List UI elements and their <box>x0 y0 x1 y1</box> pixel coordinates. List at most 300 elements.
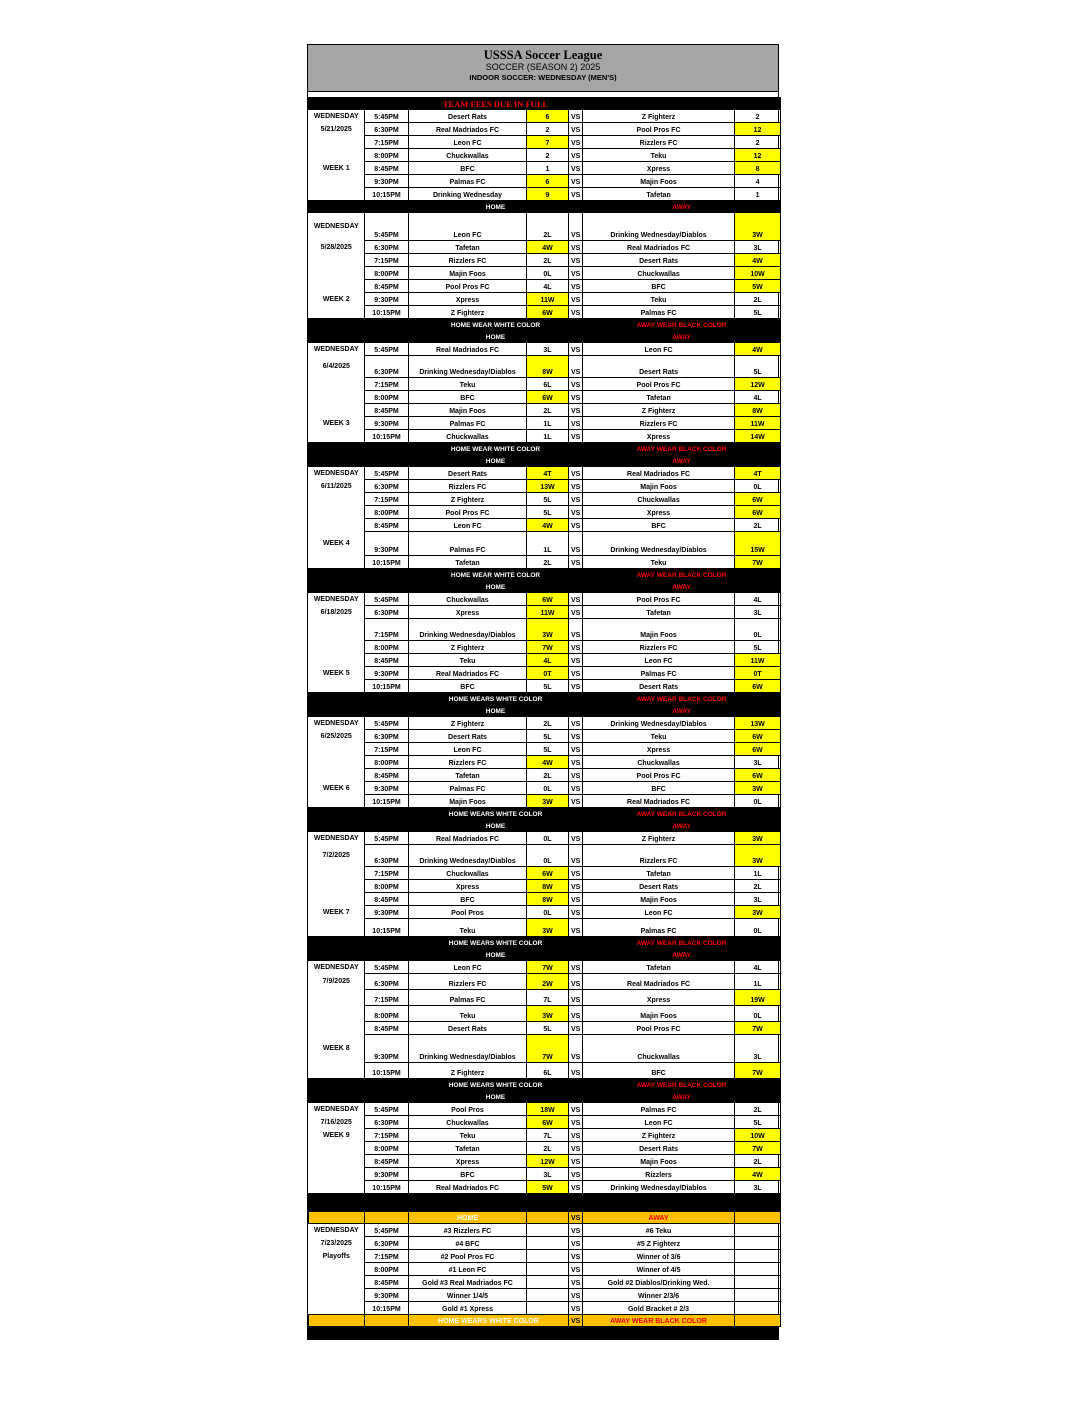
home-team: Z Fighterz <box>409 493 527 506</box>
game-time: 7:15PM <box>365 1129 409 1142</box>
banner-row <box>309 569 781 581</box>
game-time: 9:30PM <box>365 667 409 680</box>
home-team: Chuckwallas <box>409 593 527 606</box>
vs-label: VS <box>569 1212 583 1224</box>
away-score: 3W <box>735 213 781 241</box>
game-row <box>309 1142 781 1155</box>
game-row <box>309 906 781 919</box>
away-team: Pool Pros FC <box>583 123 735 136</box>
home-team: Z Fighterz <box>409 641 527 654</box>
game-row <box>309 280 781 293</box>
banner-row <box>309 1194 781 1212</box>
away-team: Rizzlers <box>583 1168 735 1181</box>
game-time: 8:00PM <box>365 641 409 654</box>
game-row <box>309 556 781 569</box>
home-team: Leon FC <box>409 519 527 532</box>
home-team: Pool Pros <box>409 1103 527 1116</box>
day-cell <box>309 430 365 443</box>
away-score: 3L <box>735 1181 781 1194</box>
home-score: 7W <box>527 961 569 974</box>
blank-cell <box>309 1194 781 1212</box>
away-score: 12 <box>735 149 781 162</box>
game-time: 7:15PM <box>365 990 409 1006</box>
game-row <box>309 430 781 443</box>
home-team: Chuckwallas <box>409 149 527 162</box>
home-team: Drinking Wednesday <box>409 188 527 201</box>
home-score: 6W <box>527 391 569 404</box>
home-team: Leon FC <box>409 136 527 149</box>
away-team: #5 Z Fighterz <box>583 1237 735 1250</box>
away-wear-note: AWAY WEAR BLACK COLOR <box>583 937 781 949</box>
vs-label: VS <box>569 519 583 532</box>
home-team: Pool Pros FC <box>409 280 527 293</box>
game-time: 5:45PM <box>365 343 409 356</box>
away-team: Leon FC <box>583 343 735 356</box>
home-team: #4 BFC <box>409 1237 527 1250</box>
away-score: 3L <box>735 893 781 906</box>
away-team: Tafetan <box>583 391 735 404</box>
away-team: Teku <box>583 149 735 162</box>
banner-row <box>309 581 781 593</box>
away-score: 10W <box>735 1129 781 1142</box>
home-header: HOME <box>409 1091 583 1103</box>
date-label: 6/4/2025 <box>309 356 365 378</box>
away-score: 2L <box>735 1155 781 1168</box>
game-time: 10:15PM <box>365 795 409 808</box>
game-row <box>309 893 781 906</box>
away-score: 3L <box>735 756 781 769</box>
away-team: BFC <box>583 782 735 795</box>
vs-label: VS <box>569 680 583 693</box>
day-cell <box>309 556 365 569</box>
away-team: Real Madriados FC <box>583 795 735 808</box>
day-cell <box>309 175 365 188</box>
away-score: 3L <box>735 606 781 619</box>
home-score: 7L <box>527 1129 569 1142</box>
week-label: WEEK 1 <box>309 162 365 175</box>
game-row <box>309 480 781 493</box>
game-row <box>309 1063 781 1079</box>
away-score <box>735 1250 781 1263</box>
game-time: 9:30PM <box>365 532 409 556</box>
away-header: AWAY <box>583 455 781 467</box>
away-score: 5W <box>735 280 781 293</box>
game-time: 9:30PM <box>365 1168 409 1181</box>
game-row <box>309 175 781 188</box>
vs-label: VS <box>569 417 583 430</box>
banner-row <box>309 98 781 110</box>
banner-row <box>309 693 781 705</box>
away-score: 4T <box>735 467 781 480</box>
home-score <box>527 1224 569 1237</box>
vs-label: VS <box>569 1116 583 1129</box>
away-score: 5L <box>735 641 781 654</box>
away-score: 6W <box>735 493 781 506</box>
vs-label: VS <box>569 667 583 680</box>
day-cell <box>309 519 365 532</box>
home-team: Tafetan <box>409 556 527 569</box>
away-team: Desert Rats <box>583 254 735 267</box>
home-score: 2 <box>527 123 569 136</box>
game-time: 10:15PM <box>365 680 409 693</box>
home-score: 5L <box>527 493 569 506</box>
home-team: Tafetan <box>409 769 527 782</box>
away-team: Pool Pros FC <box>583 1022 735 1035</box>
blank-cell <box>735 1212 781 1224</box>
away-team: Tafetan <box>583 961 735 974</box>
home-team: Teku <box>409 654 527 667</box>
vs-label: VS <box>569 123 583 136</box>
day-label: WEDNESDAY <box>309 961 365 974</box>
game-time: 5:45PM <box>365 467 409 480</box>
vs-label: VS <box>569 306 583 319</box>
home-team: #3 Rizzlers FC <box>409 1224 527 1237</box>
home-score: 8W <box>527 880 569 893</box>
home-score: 8W <box>527 893 569 906</box>
game-time: 6:30PM <box>365 845 409 867</box>
banner-row <box>309 1091 781 1103</box>
date-label: 7/23/2025 <box>309 1237 365 1250</box>
away-score: 4 <box>735 175 781 188</box>
vs-label: VS <box>569 241 583 254</box>
home-score: 11W <box>527 293 569 306</box>
away-team: Rizzlers FC <box>583 845 735 867</box>
date-label: 7/2/2025 <box>309 845 365 867</box>
game-time: 8:45PM <box>365 519 409 532</box>
vs-label: VS <box>569 880 583 893</box>
schedule-sheet <box>307 44 779 1340</box>
away-score: 2L <box>735 880 781 893</box>
away-score: 2 <box>735 136 781 149</box>
fees-banner: TEAM FEES DUE IN FULL <box>409 98 583 110</box>
vs-label: VS <box>569 1006 583 1022</box>
date-label: 6/25/2025 <box>309 730 365 743</box>
game-time: 8:00PM <box>365 756 409 769</box>
away-team: Majin Foos <box>583 480 735 493</box>
game-row <box>309 343 781 356</box>
date-label: 5/21/2025 <box>309 123 365 136</box>
home-score: 2L <box>527 213 569 241</box>
home-team: Palmas FC <box>409 782 527 795</box>
home-header: HOME <box>409 201 583 213</box>
home-score <box>527 1276 569 1289</box>
vs-label: VS <box>569 110 583 123</box>
date-label: 7/9/2025 <box>309 974 365 990</box>
game-time: 8:00PM <box>365 149 409 162</box>
game-row <box>309 667 781 680</box>
blank-cell <box>309 319 409 331</box>
week-label: WEEK 9 <box>309 1129 365 1142</box>
game-time: 8:45PM <box>365 1276 409 1289</box>
away-team: Majin Foos <box>583 1155 735 1168</box>
away-score: 4L <box>735 961 781 974</box>
away-score: 14W <box>735 430 781 443</box>
game-row <box>309 1103 781 1116</box>
game-row <box>309 519 781 532</box>
game-row <box>309 593 781 606</box>
away-score: 7W <box>735 1142 781 1155</box>
game-row <box>309 149 781 162</box>
home-team: Chuckwallas <box>409 430 527 443</box>
game-row <box>309 213 781 241</box>
home-score: 3L <box>527 343 569 356</box>
game-time: 7:15PM <box>365 867 409 880</box>
away-score <box>735 1224 781 1237</box>
day-cell <box>309 680 365 693</box>
vs-label: VS <box>569 1315 583 1327</box>
game-row <box>309 619 781 641</box>
home-header: HOME <box>409 949 583 961</box>
away-team: Rizzlers FC <box>583 417 735 430</box>
away-team: Z Fighterz <box>583 404 735 417</box>
game-time: 10:15PM <box>365 188 409 201</box>
away-wear-note: AWAY WEAR BLACK COLOR <box>583 1315 735 1327</box>
away-score <box>735 1263 781 1276</box>
away-wear-note: AWAY WEAR BLACK COLOR <box>583 443 781 455</box>
away-score: 11W <box>735 654 781 667</box>
game-row <box>309 756 781 769</box>
vs-label: VS <box>569 1168 583 1181</box>
away-team: Xpress <box>583 162 735 175</box>
home-team: Desert Rats <box>409 730 527 743</box>
vs-label: VS <box>569 391 583 404</box>
vs-label: VS <box>569 990 583 1006</box>
away-team: Winner of 4/5 <box>583 1263 735 1276</box>
home-team: #2 Pool Pros FC <box>409 1250 527 1263</box>
banner-row <box>309 820 781 832</box>
week-label: WEEK 8 <box>309 1035 365 1063</box>
blank-cell <box>735 1315 781 1327</box>
schedule-header <box>308 45 778 92</box>
away-score: 12 <box>735 123 781 136</box>
game-time: 8:45PM <box>365 280 409 293</box>
blank-cell <box>309 98 409 110</box>
day-cell <box>309 1006 365 1022</box>
away-score <box>735 1276 781 1289</box>
away-team: Desert Rats <box>583 1142 735 1155</box>
day-cell <box>309 391 365 404</box>
away-header: AWAY <box>583 1091 781 1103</box>
game-time: 5:45PM <box>365 1224 409 1237</box>
home-header: HOME <box>409 705 583 717</box>
home-team: Gold #1 Xpress <box>409 1302 527 1315</box>
game-row <box>309 961 781 974</box>
week-label: WEEK 7 <box>309 906 365 919</box>
date-label: 7/16/2025 <box>309 1116 365 1129</box>
home-score: 4T <box>527 467 569 480</box>
vs-label: VS <box>569 782 583 795</box>
game-time: 9:30PM <box>365 293 409 306</box>
home-score: 1 <box>527 162 569 175</box>
home-team: Desert Rats <box>409 467 527 480</box>
home-team: Real Madriados FC <box>409 1181 527 1194</box>
away-team: Desert Rats <box>583 356 735 378</box>
vs-label: VS <box>569 743 583 756</box>
vs-label: VS <box>569 1035 583 1063</box>
home-team: Winner 1/4/5 <box>409 1289 527 1302</box>
home-team: Teku <box>409 919 527 937</box>
away-team: Majin Foos <box>583 175 735 188</box>
blank-cell <box>309 455 409 467</box>
away-team: Majin Foos <box>583 893 735 906</box>
home-team: #1 Leon FC <box>409 1263 527 1276</box>
home-team: Palmas FC <box>409 532 527 556</box>
game-row <box>309 1302 781 1315</box>
away-score: 10W <box>735 267 781 280</box>
home-score <box>527 1302 569 1315</box>
away-score: 4W <box>735 343 781 356</box>
game-time: 9:30PM <box>365 175 409 188</box>
game-time: 8:45PM <box>365 404 409 417</box>
home-score: 12W <box>527 1155 569 1168</box>
week-label: WEEK 4 <box>309 532 365 556</box>
away-team: Tafetan <box>583 867 735 880</box>
home-team: Desert Rats <box>409 110 527 123</box>
home-score: 2W <box>527 974 569 990</box>
home-team: Desert Rats <box>409 1022 527 1035</box>
away-score: 4L <box>735 391 781 404</box>
vs-label: VS <box>569 1224 583 1237</box>
home-score: 3W <box>527 619 569 641</box>
home-team: Rizzlers FC <box>409 480 527 493</box>
game-row <box>309 880 781 893</box>
home-team: Chuckwallas <box>409 867 527 880</box>
game-time: 10:15PM <box>365 1181 409 1194</box>
day-cell <box>309 990 365 1006</box>
game-time: 7:15PM <box>365 743 409 756</box>
away-score: 0T <box>735 667 781 680</box>
vs-label: VS <box>569 1276 583 1289</box>
game-row <box>309 654 781 667</box>
away-score: 4W <box>735 1168 781 1181</box>
away-score: 8 <box>735 162 781 175</box>
game-time: 8:00PM <box>365 1142 409 1155</box>
game-row <box>309 1181 781 1194</box>
home-score: 5L <box>527 743 569 756</box>
away-team: Pool Pros FC <box>583 593 735 606</box>
home-wear-note: HOME WEARS WHITE COLOR <box>409 1079 583 1091</box>
vs-label: VS <box>569 867 583 880</box>
game-row <box>309 1224 781 1237</box>
away-team: Xpress <box>583 743 735 756</box>
home-team: Majin Foos <box>409 795 527 808</box>
home-score: 2L <box>527 404 569 417</box>
away-score: 4L <box>735 593 781 606</box>
game-row <box>309 919 781 937</box>
vs-label: VS <box>569 175 583 188</box>
banner-row <box>309 443 781 455</box>
away-score: 15W <box>735 532 781 556</box>
vs-label: VS <box>569 356 583 378</box>
home-team: Real Madriados FC <box>409 123 527 136</box>
vs-label: VS <box>569 343 583 356</box>
game-time: 9:30PM <box>365 1289 409 1302</box>
home-team: Majin Foos <box>409 404 527 417</box>
home-score <box>527 1263 569 1276</box>
home-score: 3W <box>527 1006 569 1022</box>
home-wear-note: HOME WEAR WHITE COLOR <box>409 569 583 581</box>
home-team: Leon FC <box>409 743 527 756</box>
away-team: Gold Bracket # 2/3 <box>583 1302 735 1315</box>
away-team: Xpress <box>583 430 735 443</box>
home-team: Drinking Wednesday/Diablos <box>409 1035 527 1063</box>
away-team: Z Fighterz <box>583 110 735 123</box>
day-cell <box>309 254 365 267</box>
away-team: Real Madriados FC <box>583 974 735 990</box>
footer-bar <box>308 1327 778 1339</box>
home-score: 11W <box>527 606 569 619</box>
game-row <box>309 241 781 254</box>
away-score: 3W <box>735 832 781 845</box>
banner-row <box>309 937 781 949</box>
home-team: Palmas FC <box>409 417 527 430</box>
home-score: 0L <box>527 845 569 867</box>
home-score: 5W <box>527 1181 569 1194</box>
away-header: AWAY <box>583 820 781 832</box>
vs-label: VS <box>569 832 583 845</box>
game-time: 7:15PM <box>365 619 409 641</box>
game-row <box>309 188 781 201</box>
home-team: Palmas FC <box>409 175 527 188</box>
vs-label: VS <box>569 1155 583 1168</box>
home-score: 13W <box>527 480 569 493</box>
home-score: 2 <box>527 149 569 162</box>
game-row <box>309 1168 781 1181</box>
home-score <box>527 1250 569 1263</box>
game-time: 6:30PM <box>365 1237 409 1250</box>
away-team: #6 Teku <box>583 1224 735 1237</box>
game-time: 8:00PM <box>365 1006 409 1022</box>
blank-cell <box>309 1079 409 1091</box>
vs-label: VS <box>569 162 583 175</box>
away-team: Chuckwallas <box>583 493 735 506</box>
day-cell <box>309 378 365 391</box>
away-score: 11W <box>735 417 781 430</box>
game-row <box>309 1129 781 1142</box>
vs-label: VS <box>569 1142 583 1155</box>
vs-label: VS <box>569 378 583 391</box>
day-cell <box>309 1168 365 1181</box>
week-label: Playoffs <box>309 1250 365 1263</box>
home-score: 0T <box>527 667 569 680</box>
day-label: WEDNESDAY <box>309 110 365 123</box>
playoffs-header-row <box>309 1212 781 1224</box>
home-header: HOME <box>409 581 583 593</box>
away-header: AWAY <box>583 331 781 343</box>
blank-cell <box>309 949 409 961</box>
away-team: BFC <box>583 519 735 532</box>
game-row <box>309 267 781 280</box>
vs-label: VS <box>569 1181 583 1194</box>
away-score <box>735 1302 781 1315</box>
home-header: HOME <box>409 1212 527 1224</box>
away-team: Tafetan <box>583 188 735 201</box>
game-row <box>309 717 781 730</box>
home-header: HOME <box>409 331 583 343</box>
blank-cell <box>309 331 409 343</box>
game-time: 7:15PM <box>365 493 409 506</box>
home-score: 6 <box>527 110 569 123</box>
league-name: INDOOR SOCCER: WEDNESDAY (MEN'S) <box>469 73 617 82</box>
home-score: 4L <box>527 280 569 293</box>
game-row <box>309 867 781 880</box>
game-row <box>309 782 781 795</box>
game-time: 8:45PM <box>365 654 409 667</box>
blank-cell <box>309 693 409 705</box>
blank-cell <box>309 1091 409 1103</box>
away-score: 0L <box>735 1006 781 1022</box>
game-row <box>309 1035 781 1063</box>
